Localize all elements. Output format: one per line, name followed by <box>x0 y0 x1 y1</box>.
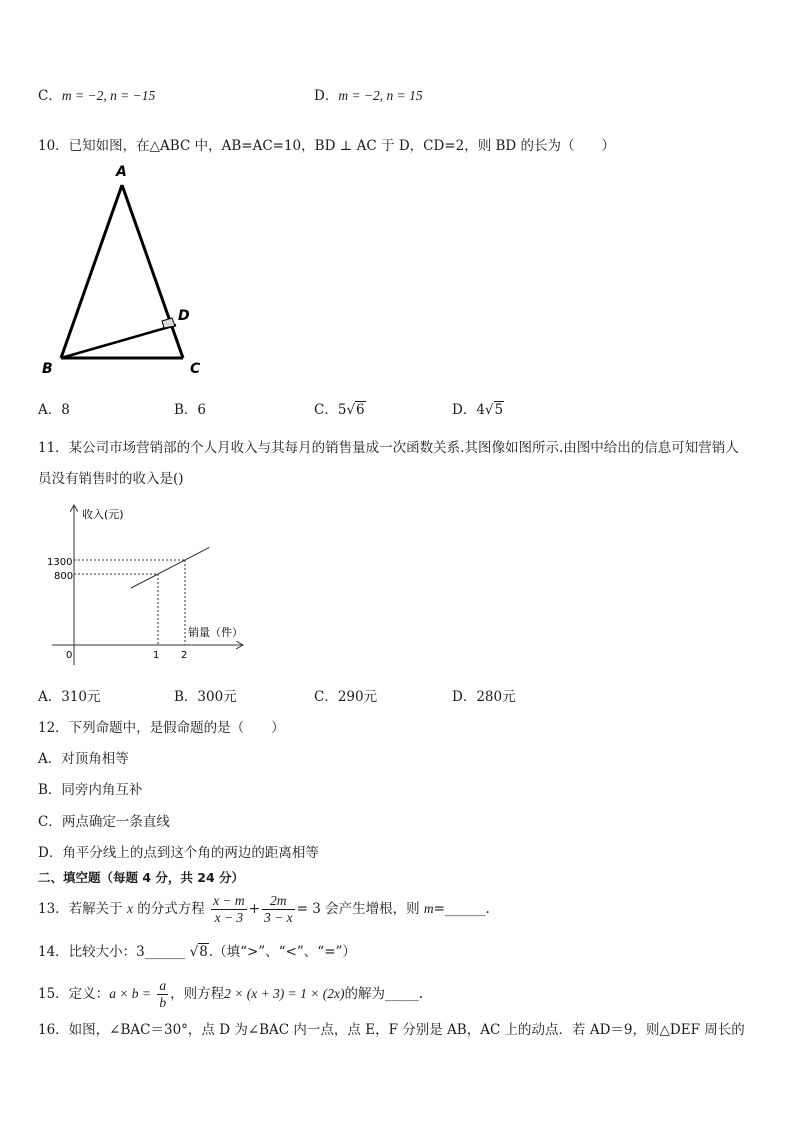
right-angle-mark <box>162 318 175 328</box>
q15: 15．定义：a × b = $\frac{a}{b}$ ，则方程2 × (x + 3) = 1 × (2x)的解为_____. <box>38 978 424 1010</box>
q11-option-d: D．280元 <box>452 689 516 705</box>
vertex-label-b: B <box>42 361 53 377</box>
q11-option-c: C．290元 <box>314 689 378 705</box>
q10-stem: 10．已知如图，在△ABC 中，AB=AC=10，BD ⊥ AC 于 D，CD=2，则 BD 的长为（ ） <box>38 138 616 154</box>
q12-option-b: B．同旁内角互补 <box>38 782 143 798</box>
fraction-2: $\frac{2m}{3 - x}$ <box>264 893 293 925</box>
q10-triangle-figure <box>36 160 216 380</box>
q14: 14．比较大小：3______ √8.（填“>”、“<”、“=”） <box>38 944 356 960</box>
q11-income-graph <box>38 500 258 670</box>
income-line <box>131 547 209 588</box>
q11-stem-line2: 员没有销售时的收入是() <box>38 471 184 487</box>
q9-option-d: D．m = −2, n = 15 <box>314 88 423 104</box>
x-axis-label: 销量（件） <box>188 626 243 639</box>
q12-option-d: D．角平分线上的点到这个角的两边的距离相等 <box>38 845 319 861</box>
x-tick-2: 2 <box>181 650 188 661</box>
x-tick-1: 1 <box>153 650 160 661</box>
q11-stem-line1: 11．某公司市场营销部的个人月收入与其每月的销售量成一次函数关系.其图像如图所示.由图中给出的信息可知营销人 <box>38 440 739 456</box>
q9-option-c: C．m = −2, n = −15 <box>38 88 156 104</box>
vertex-label-c: C <box>190 361 201 377</box>
y-axis-label: 收入(元) <box>82 508 124 521</box>
q12-option-c: C．两点确定一条直线 <box>38 814 170 830</box>
q12-option-a: A．对顶角相等 <box>38 751 129 767</box>
q10-option-a: A．8 <box>38 402 70 418</box>
segment-bd <box>61 325 176 358</box>
vertex-label-a: A <box>116 164 127 180</box>
q10-option-d: D．4√5 <box>452 402 504 418</box>
q10-option-c: C．5√6 <box>314 402 365 418</box>
section-title: 二、填空题（每题 4 分，共 24 分） <box>38 870 245 885</box>
q11-option-b: B．300元 <box>174 689 237 705</box>
q12-stem: 12．下列命题中，是假命题的是（ ） <box>38 720 285 736</box>
q11-option-a: A．310元 <box>38 689 101 705</box>
vertex-label-d: D <box>178 308 190 324</box>
y-tick-800: 800 <box>54 571 74 582</box>
q16: 16．如图，∠BAC＝30°，点 D 为∠BAC 内一点，点 E，F 分别是 AB，AC 上的动点．若 AD＝9，则△DEF 周长的 <box>38 1022 745 1038</box>
fraction-1: $\frac{x - m}{x - 3}$ <box>213 893 245 925</box>
side-ab <box>61 185 122 358</box>
q10-option-b: B．6 <box>174 402 207 418</box>
y-tick-1300: 1300 <box>47 557 73 568</box>
fraction-a-over-b: $\frac{a}{b}$ <box>159 978 167 1010</box>
x-tick-0: 0 <box>66 650 73 661</box>
q13: 13．若解关于 x 的分式方程 $\frac{x - m}{x - 3}$ + $\frac{2m}{3 - x}$ = 3 会产生增根，则 m=______. <box>38 893 490 925</box>
